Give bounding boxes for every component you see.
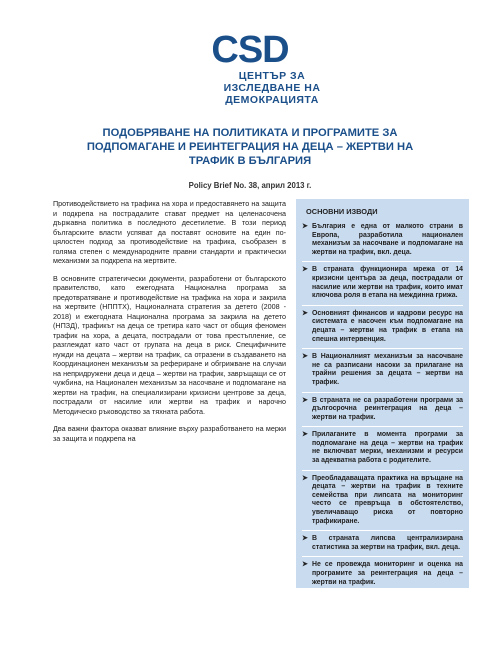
list-item-text: Преобладаващата практика на връщане на децата – жертви на трафик в техните семейства при липсата на мониторинг често се превръща в обстоятелство, увеличаващо риска от повторно трафикиране.: [312, 474, 463, 525]
arrow-bullet-icon: ➤: [302, 431, 308, 439]
list-item: [302, 223, 463, 262]
logo-mark: CSD: [211, 29, 289, 71]
list-item: [302, 475, 463, 532]
logo-organization-name: [0, 70, 500, 106]
list-item-text: Не се провежда мониторинг и оценка на програмите за реинтеграция на деца – жертви на трафик.: [312, 561, 463, 586]
body-text: [53, 199, 286, 451]
arrow-bullet-icon: ➤: [302, 223, 308, 230]
list-item: [302, 535, 463, 557]
arrow-bullet-icon: ➤: [302, 535, 308, 543]
arrow-bullet-icon: ➤: [302, 396, 308, 404]
list-item: [302, 353, 463, 392]
list-item-text: В страната не са разработени програми за дългосрочна реинтеграция на деца – жертви на трафик.: [312, 396, 463, 421]
list-item-text: В Националният механизъм за насочване не са разписани насоки за прилагане на трайни решения за децата – жертви на трафик.: [312, 353, 463, 386]
body-paragraph: Противодействието на трафика на хора и предоставянето на защита и подкрепа на пострадалите стават предмет на целенасочена държавна политика в последното десетилетие. В този период българските власти успяват да поставят основите на един по-цялостен подход за противодействие на трафика, съобразен в голяма степен с международните правни стандарти и практически механизми за подкрепа на жертвите.: [53, 199, 286, 265]
arrow-bullet-icon: ➤: [302, 561, 308, 569]
list-item-text: България е една от малкото страни в Европа, разработила национален механизъм за насочване и подпомагане на жертви на трафик, вкл. деца.: [312, 223, 463, 256]
list-item-text: В страната липсва централизирана статистика за жертви на трафик, вкл. деца.: [312, 535, 463, 551]
key-findings-box: [296, 199, 469, 588]
list-item: [302, 397, 463, 428]
list-item-text: Основният финансов и кадрови ресурс на системата е насочен към подпомагане на децата – жертви на трафик в етапа на спешна интервенция.: [312, 309, 463, 343]
document-subtitle: Policy Brief No. 38, април 2013 г.: [188, 181, 312, 190]
list-item: [302, 561, 463, 591]
key-findings-title: ОСНОВНИ ИЗВОДИ: [306, 207, 378, 216]
logo-line: ИЗСЛЕДВАНЕ НА: [223, 82, 321, 94]
body-paragraph: Два важни фактора оказват влияние върху разработването на мерки за защита и подкрепа на: [53, 424, 286, 443]
logo-line: ДЕМОКРАЦИЯТА: [225, 94, 319, 106]
arrow-bullet-icon: ➤: [302, 474, 308, 482]
arrow-bullet-icon: ➤: [302, 353, 308, 361]
list-item: [302, 431, 463, 470]
key-findings-list: [302, 223, 463, 591]
list-item: [302, 310, 463, 349]
document-title: ПОДОБРЯВАНЕ НА ПОЛИТИКАТА И ПРОГРАМИТЕ ЗА ПОДПОМАГАНЕ И РЕИНТЕГРАЦИЯ НА ДЕЦА – ЖЕРТВИ НА ТРАФИК В БЪЛГАРИЯ: [86, 127, 414, 167]
logo-line: ЦЕНТЪР ЗА: [238, 70, 306, 82]
arrow-bullet-icon: ➤: [302, 309, 308, 317]
list-item-text: В страната функционира мрежа от 14 кризисни центъра за деца, пострадали от насилие или жертви на трафик, които имат ключова роля в етапа на междинна грижа.: [312, 266, 463, 300]
arrow-bullet-icon: ➤: [302, 266, 308, 274]
csd-logo: [0, 30, 500, 106]
body-paragraph: В основните стратегически документи, разработени от българското правителство, като ежегодната Национална програма за предотвратяване и противодействие на трафика на хора и закрила на жертвите (НППТХ), Националната стратегия за детето (2008 - 2018) и ежегодната Национална програма за закрила на детето (НПЗД), трафикът на деца се третира като част от общия феномен трафик на хора, а децата, пострадали от това престъпление, се разглеждат като част от групата на деца в риск. Специфичните нужди на децата – жертви на трафик, са отразени в създаването на Координационен механизъм за рефериране и обгрижване на случаи на непридружени деца и деца – жертви на трафик, завръщащи се от чужбина, на Национален механизъм за насочване и подпомагане на жертви на трафик, на специализирани кризисни центрове за деца, пострадали от насилие или жертви на трафик и нарочно Методическо ръководство за тяхната работа.: [53, 273, 286, 416]
list-item-text: Прилаганите в момента програми за подпомагане на деца – жертви на трафик не включват мерки, механизми и ресурси за адекватна работа с родителите.: [312, 431, 463, 465]
list-item: [302, 266, 463, 305]
